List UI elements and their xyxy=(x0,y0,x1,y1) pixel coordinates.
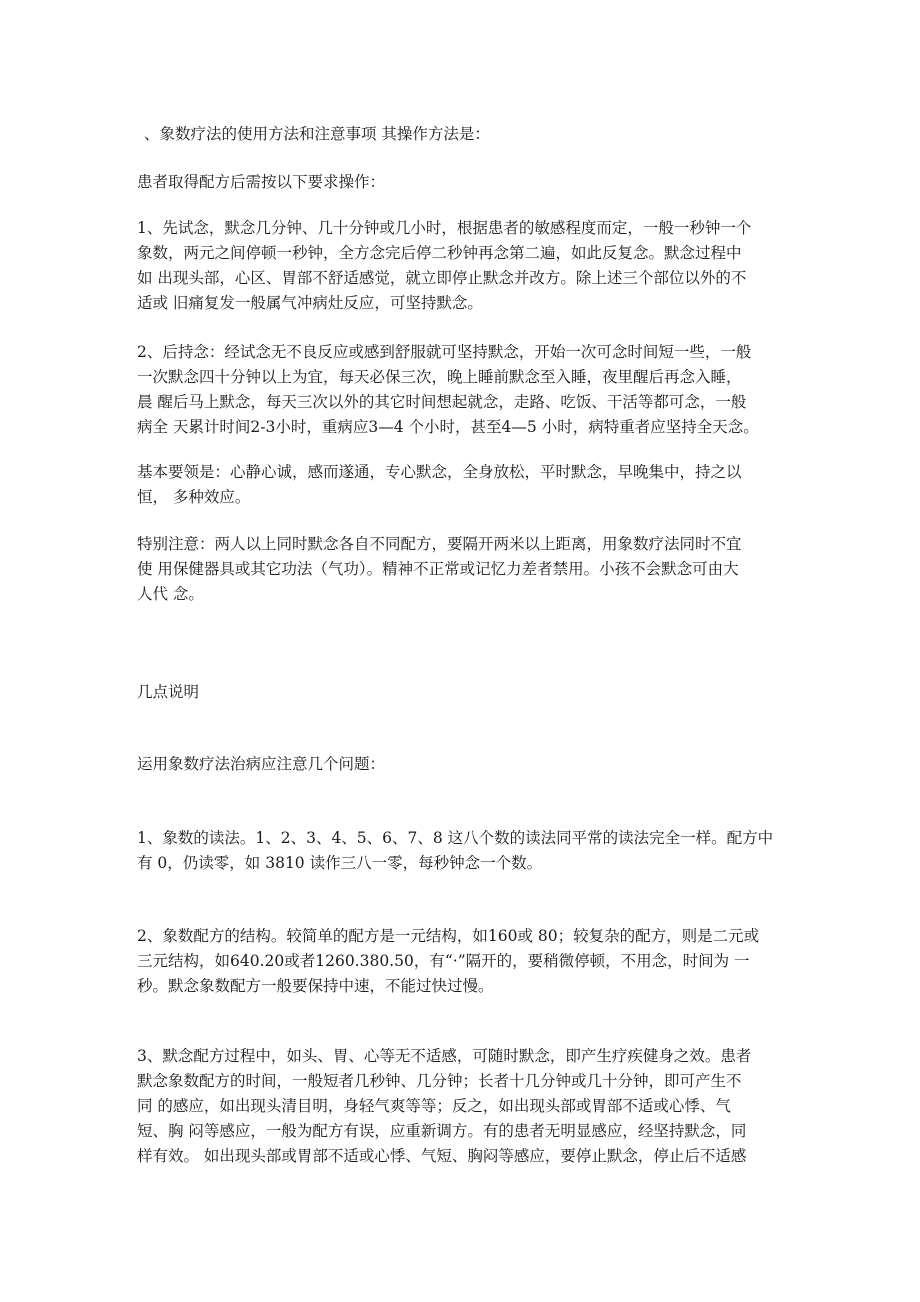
caution-line: 使 用保健器具或其它功法（气功）。精神不正常或记忆力差者禁用。小孩不会默念可由大 xyxy=(137,560,739,578)
note3-line: 短、胸 闷等感应，一般为配方有误，应重新调方。有的患者无明显感应，经坚持默念，同 xyxy=(137,1122,747,1140)
step2-paragraph xyxy=(137,340,797,440)
section-title-line: 几点说明 xyxy=(137,683,200,701)
step1-line: 如 出现头部，心区、胃部不舒适感觉，就立即停止默念并改方。除上述三个部位以外的不 xyxy=(137,269,747,287)
section-intro-line: 运用象数疗法治病应注意几个问题： xyxy=(137,755,386,773)
note1-line: 有 0，仍读零，如 3810 读作三八一零，每秒钟念一个数。 xyxy=(137,854,543,872)
note2-line: 秒。默念象数配方一般要保持中速，不能过快过慢。 xyxy=(137,977,494,995)
section-title xyxy=(137,680,797,705)
step2-line: 2、后持念：经试念无不良反应或感到舒服就可坚持默念，开始一次可念时间短一些，一般 xyxy=(137,343,752,361)
note3-line: 样有效。 如出现头部或胃部不适或心悸、气短、胸闷等感应，要停止默念，停止后不适感 xyxy=(137,1147,747,1165)
note3-line: 同 的感应，如出现头清目明，身轻气爽等等；反之，如出现头部或胃部不适或心悸、气 xyxy=(137,1097,731,1115)
intro-line: 患者取得配方后需按以下要求操作： xyxy=(137,173,386,191)
step1-line: 适或 旧痛复发一般属气冲病灶反应，可坚持默念。 xyxy=(137,294,483,312)
step2-line: 一次默念四十分钟以上为宜，每天必保三次，晚上睡前默念至入睡，夜里醒后再念入睡， xyxy=(137,368,742,386)
step2-line: 晨 醒后马上默念，每天三次以外的其它时间想起就念，走路、吃饭、干活等都可念，一般 xyxy=(137,393,747,411)
caution-line: 特别注意：两人以上同时默念各自不同配方，要隔开两米以上距离，用象数疗法同时不宜 xyxy=(137,535,742,553)
section-intro xyxy=(137,752,797,777)
intro-paragraph xyxy=(137,170,797,195)
caution-line: 人代 念。 xyxy=(137,585,204,603)
step1-line: 象数，两元之间停顿一秒钟，全方念完后停二秒钟再念第二遍，如此反复念。默念过程中 xyxy=(137,244,742,262)
document-heading xyxy=(137,122,797,147)
caution-paragraph xyxy=(137,532,797,607)
note1-line: 1、象数的读法。1、2、3、4、5、6、7、8 这八个数的读法同平常的读法完全一样。配方中 xyxy=(137,829,774,847)
step2-line: 病全 天累计时间2-3小时，重病应3—4 个小时，甚至4—5 小时，病特重者应坚持全天念。 xyxy=(137,418,759,436)
step1-line: 1、先试念，默念几分钟、几十分钟或几小时，根据患者的敏感程度而定，一般一秒钟一个 xyxy=(137,219,752,237)
essentials-line: 基本要领是：心静心诚，感而遂通，专心默念，全身放松，平时默念，早晚集中，持之以 xyxy=(137,463,742,481)
note2-line: 2、象数配方的结构。较简单的配方是一元结构，如160或 80；较复杂的配方，则是二元或 xyxy=(137,927,760,945)
heading-line: 、象数疗法的使用方法和注意事项 其操作方法是： xyxy=(144,125,490,143)
essentials-paragraph xyxy=(137,460,797,510)
note2-paragraph xyxy=(137,924,797,999)
step1-paragraph xyxy=(137,216,797,316)
note3-line: 默念象数配方的时间，一般短者几秒钟、几分钟；长者十几分钟或几十分钟，即可产生不 xyxy=(137,1072,742,1090)
note1-paragraph xyxy=(137,826,797,876)
note2-line: 三元结构，如640.20或者1260.380.50，有“·”隔开的，要稍微停顿，不用念，时间为 一 xyxy=(137,952,750,970)
note3-paragraph xyxy=(137,1044,797,1169)
essentials-line: 恒， 多种效应。 xyxy=(137,488,251,506)
note3-line: 3、默念配方过程中，如头、胃、心等无不适感，可随时默念，即产生疗疾健身之效。患者 xyxy=(137,1047,752,1065)
